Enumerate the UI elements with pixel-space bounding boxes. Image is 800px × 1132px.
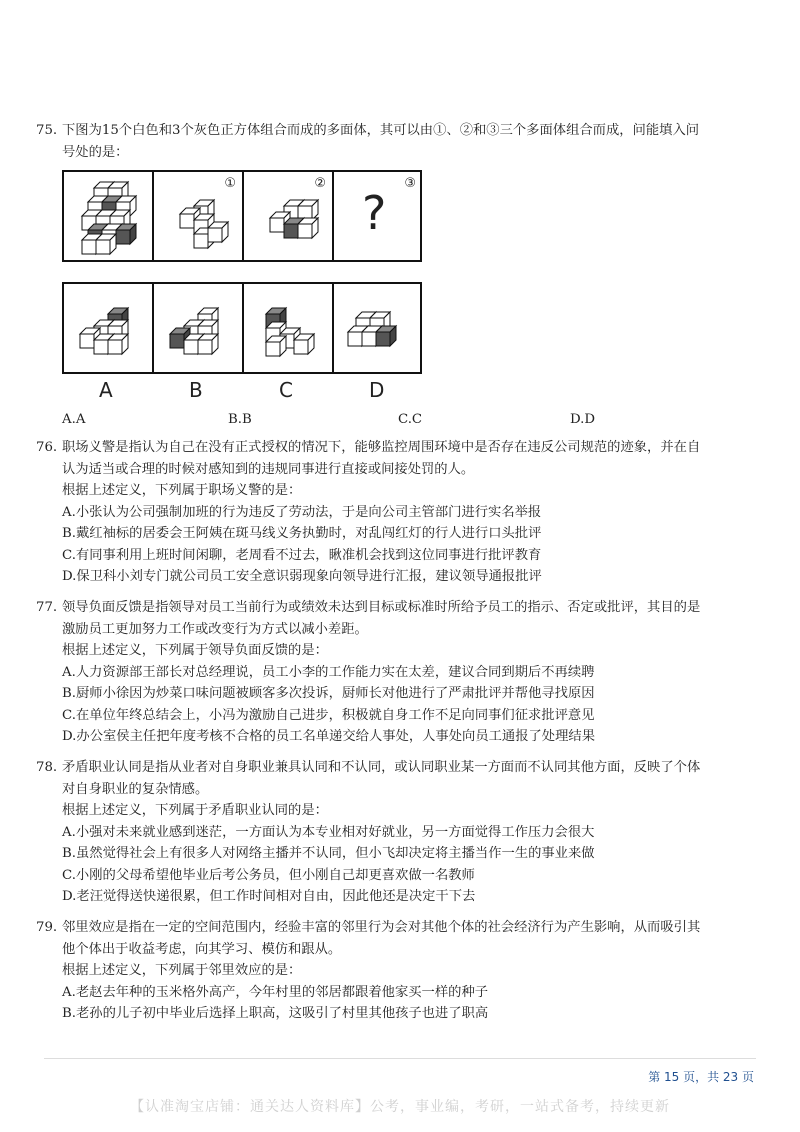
option-a[interactable]: A.小强对未来就业感到迷茫，一方面认为本专业相对好就业，另一方面觉得工作压力会很大: [62, 824, 595, 840]
question-prompt: 根据上述定义，下列属于邻里效应的是：: [62, 963, 302, 978]
answer-figure-c: [244, 284, 334, 372]
option-c[interactable]: C.有同事利用上班时间闲聊，老周看不过去，瞅准机会找到这位同事进行批评教育: [62, 547, 542, 563]
option-d[interactable]: D.保卫科小刘专门就公司员工安全意识弱现象向领导进行汇报，建议领导通报批评: [62, 569, 542, 584]
question-77: [36, 597, 768, 748]
question-text: 对自身职业的复杂情感。: [62, 781, 209, 797]
question-number: 77.: [36, 600, 58, 615]
question-text: 领导负面反馈是指领导对员工当前行为或绩效未达到目标或标准时所给予员工的指示、否定或批评，其目的是: [62, 600, 701, 615]
answer-figures: [62, 282, 422, 374]
composite-polyhedron: [64, 172, 154, 260]
piece-label: ③: [404, 176, 416, 191]
piece-3: [334, 172, 422, 260]
option-c[interactable]: C.C: [398, 412, 423, 427]
page-number: 第 15 页，共 23 页: [648, 1070, 754, 1084]
option-c[interactable]: C.小刚的父母希望他毕业后考公务员，但小刚自己却更喜欢做一名教师: [62, 867, 475, 883]
question-prompt: 根据上述定义，下列属于矛盾职业认同的是：: [62, 803, 328, 818]
option-b[interactable]: B.厨师小徐因为炒菜口味问题被顾客多次投诉，厨师长对他进行了严肃批评并帮他寻找原因: [62, 686, 595, 701]
option-a[interactable]: A.人力资源部王部长对总经理说，员工小李的工作能力实在太差，建议合同到期后不再续聘: [62, 664, 595, 680]
question-text: 矛盾职业认同是指从业者对自身职业兼具认同和不认同，或认同职业某一方面而不认同其他方面，反映了个体: [62, 760, 701, 775]
question-text: 他个体出于收益考虑，向其学习、模仿和跟从。: [62, 941, 342, 957]
question-prompt: 根据上述定义，下列属于领导负面反馈的是：: [62, 643, 328, 658]
option-d[interactable]: D.老汪觉得送快递很累，但工作时间相对自由，因此他还是决定干下去: [62, 889, 476, 904]
answer-letter-c: C: [279, 378, 293, 402]
option-d[interactable]: D.办公室侯主任把年度考核不合格的员工名单递交给人事处，人事处向员工通报了处理结果: [62, 729, 595, 744]
question-text: 邻里效应是指在一定的空间范围内，经验丰富的邻里行为会对其他个体的社会经济行为产生影响，从而吸引其: [62, 920, 701, 935]
option-d[interactable]: D.D: [570, 412, 596, 427]
question-number: 78.: [36, 760, 58, 775]
question-number: 79.: [36, 920, 58, 935]
question-text: 职场义警是指认为自己在没有正式授权的情况下，能够监控周围环境中是否存在违反公司规范的迹象，并在自: [62, 440, 701, 455]
piece-2: [244, 172, 334, 260]
piece-label: ①: [224, 176, 236, 191]
question-75: [36, 120, 768, 163]
option-a[interactable]: A.A: [62, 412, 86, 427]
question-text: 激励员工更加努力工作或改变行为方式以减小差距。: [62, 621, 368, 637]
option-b[interactable]: B.戴红袖标的居委会王阿姨在斑马线义务执勤时，对乱闯红灯的行人进行口头批评: [62, 526, 542, 541]
question-78: [36, 757, 768, 908]
question-prompt: 根据上述定义，下列属于职场义警的是：: [62, 483, 302, 498]
piece-label: ②: [314, 176, 326, 191]
answer-letter-d: D: [369, 378, 385, 402]
answer-figure-d: [334, 284, 422, 372]
answer-figure-b: [154, 284, 244, 372]
option-b[interactable]: B.老孙的儿子初中毕业后选择上职高，这吸引了村里其他孩子也进了职高: [62, 1006, 489, 1021]
answer-letter-b: B: [189, 378, 203, 402]
question-text: 下图为15个白色和3个灰色正方体组合而成的多面体，其可以由①、②和③三个多面体组合而成，问能填入问: [62, 123, 700, 138]
question-79: [36, 917, 768, 1025]
option-b[interactable]: B.B: [228, 412, 252, 427]
question-mark: ?: [362, 186, 387, 240]
footer-divider: [44, 1058, 756, 1059]
question-number: 76.: [36, 440, 58, 455]
piece-1: [154, 172, 244, 260]
question-76: [36, 437, 768, 588]
question-text: 号处的是：: [62, 144, 129, 160]
option-b[interactable]: B.虽然觉得社会上有很多人对网络主播并不认同，但小飞却决定将主播当作一生的事业来做: [62, 846, 595, 861]
option-a[interactable]: A.老赵去年种的玉米格外高产，今年村里的邻居都跟着他家买一样的种子: [62, 984, 489, 1000]
option-c[interactable]: C.在单位年终总结会上，小冯为激励自己进步，积极就自身工作不足向同事们征求批评意见: [62, 707, 595, 723]
answer-letter-a: A: [99, 378, 113, 402]
watermark: 【认准淘宝店铺：通关达人资料库】公考，事业编，考研，一站式备考，持续更新: [130, 1099, 670, 1115]
question-text: 认为适当或合理的时候对感知到的违规同事进行直接或间接处罚的人。: [62, 461, 475, 477]
question-number: 75.: [36, 123, 58, 138]
option-a[interactable]: A.小张认为公司强制加班的行为违反了劳动法，于是向公司主管部门进行实名举报: [62, 504, 542, 520]
answer-figure-a: [64, 284, 154, 372]
given-figures: [62, 170, 422, 262]
